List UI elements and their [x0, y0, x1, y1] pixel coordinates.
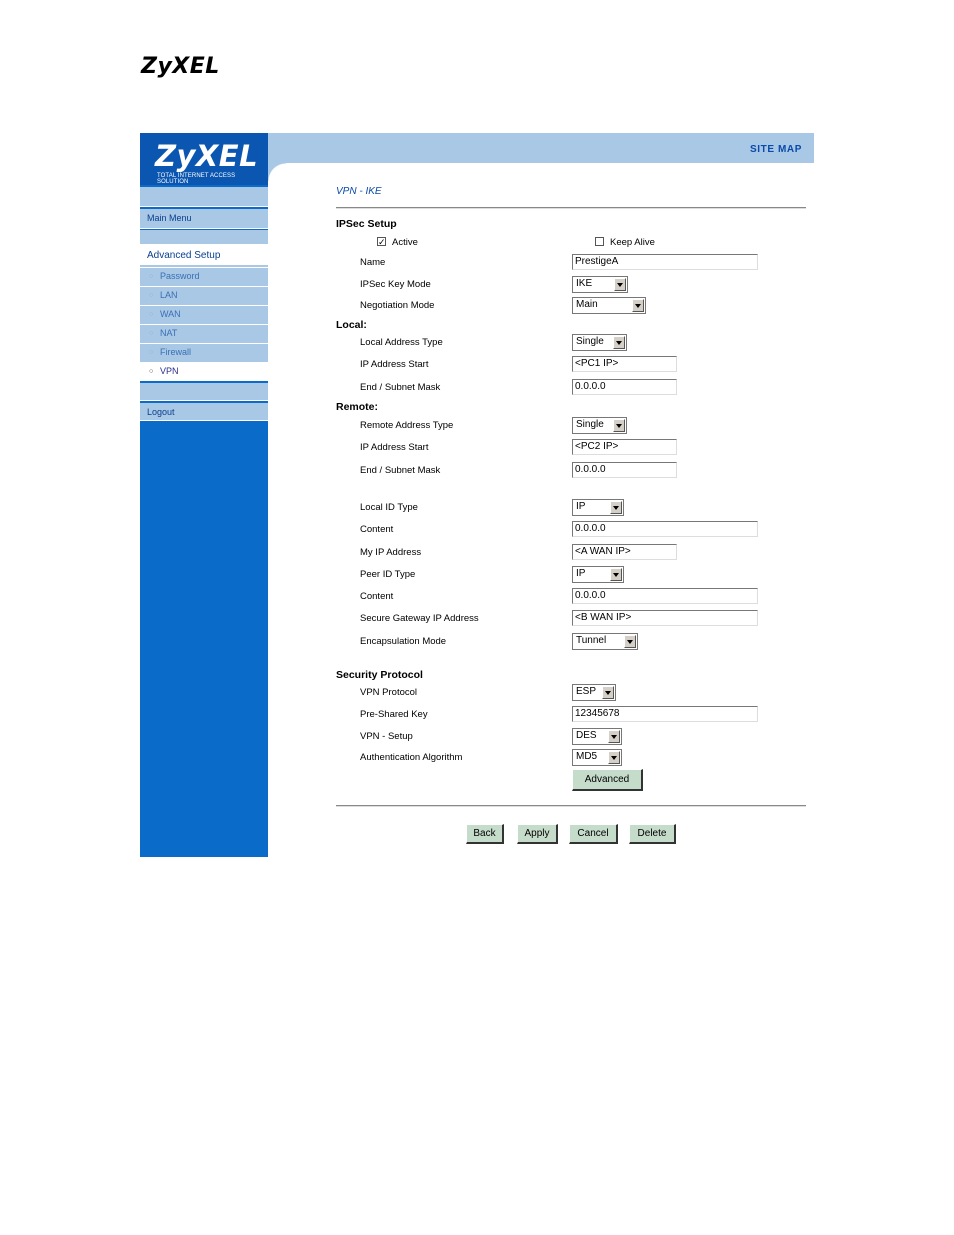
local-id-type-select[interactable] — [572, 499, 624, 516]
page-title: VPN - IKE — [336, 186, 382, 197]
local-end-mask-field[interactable]: 0.0.0.0 — [572, 379, 677, 395]
dropdown-arrow-icon — [608, 730, 620, 743]
encapsulation-mode-select[interactable] — [572, 633, 638, 650]
peer-id-type-value: IP — [576, 568, 586, 579]
active-label: Active — [392, 237, 418, 248]
vpn-protocol-value: ESP — [576, 686, 597, 697]
dropdown-arrow-icon — [610, 568, 622, 581]
sidebar-spacer — [140, 187, 268, 207]
dropdown-arrow-icon — [624, 635, 636, 648]
auth-algorithm-value: MD5 — [576, 751, 598, 762]
my-ip-label: My IP Address — [360, 547, 422, 558]
dropdown-arrow-icon — [610, 501, 622, 514]
negotiation-mode-label: Negotiation Mode — [360, 300, 435, 311]
auth-algorithm-label: Authentication Algorithm — [360, 752, 463, 763]
peer-id-type-label: Peer ID Type — [360, 569, 416, 580]
advanced-setup-label: Advanced Setup — [147, 250, 221, 261]
sidebar-item-label: NAT — [160, 328, 178, 338]
secure-gateway-label: Secure Gateway IP Address — [360, 613, 479, 624]
negotiation-mode-select[interactable] — [572, 297, 646, 314]
dropdown-arrow-icon — [613, 336, 625, 349]
remote-ip-start-label: IP Address Start — [360, 442, 429, 453]
auth-algorithm-select[interactable] — [572, 749, 622, 766]
radio-bullet-icon: ○ — [149, 349, 154, 356]
vpn-setup-value: DES — [576, 730, 597, 741]
pre-shared-key-field[interactable]: 12345678 — [572, 706, 758, 722]
name-field[interactable]: PrestigeA — [572, 254, 758, 270]
radio-bullet-icon: ○ — [149, 330, 154, 337]
site-map-link[interactable]: SITE MAP — [749, 144, 802, 155]
local-address-type-label: Local Address Type — [360, 337, 443, 348]
sidebar-logo — [140, 133, 268, 185]
dropdown-arrow-icon — [614, 278, 626, 291]
sidebar-item-label: Password — [160, 271, 200, 281]
dropdown-arrow-icon — [632, 299, 644, 312]
active-checkbox[interactable]: ✓ — [378, 237, 386, 247]
peer-content-field[interactable]: 0.0.0.0 — [572, 588, 758, 604]
local-id-type-value: IP — [576, 501, 586, 512]
top-banner — [268, 133, 814, 163]
sidebar-item-password[interactable] — [140, 267, 268, 286]
sidebar-brand: ZyXEL — [155, 139, 259, 173]
sidebar-spacer — [140, 230, 268, 245]
vpn-protocol-select[interactable] — [572, 684, 616, 701]
banner-curve — [268, 163, 286, 181]
dropdown-arrow-icon — [602, 686, 614, 699]
dropdown-arrow-icon — [613, 419, 625, 432]
remote-end-mask-label: End / Subnet Mask — [360, 465, 441, 476]
radio-bullet-icon: ○ — [149, 292, 154, 299]
local-address-type-select[interactable] — [572, 334, 627, 351]
security-protocol-heading: Security Protocol — [336, 669, 423, 681]
sidebar-item-logout[interactable] — [140, 403, 268, 421]
sidebar-item-nat[interactable] — [140, 324, 268, 343]
zyxel-logo: ZyXEL — [141, 54, 220, 79]
keep-alive-checkbox[interactable] — [595, 237, 604, 246]
remote-address-type-select[interactable] — [572, 417, 627, 434]
sidebar-item-main-menu[interactable] — [140, 209, 268, 229]
local-ip-start-field[interactable]: <PC1 IP> — [572, 356, 677, 372]
sidebar-item-label: VPN — [160, 366, 179, 376]
radio-bullet-icon: ○ — [149, 368, 154, 375]
peer-content-label: Content — [360, 591, 394, 602]
apply-button[interactable]: Apply — [517, 824, 558, 844]
sidebar-item-firewall[interactable] — [140, 343, 268, 362]
divider — [336, 207, 806, 209]
pre-shared-key-label: Pre-Shared Key — [360, 709, 428, 720]
router-web-ui — [140, 133, 814, 857]
sidebar-item-vpn[interactable] — [140, 362, 268, 381]
peer-id-type-select[interactable] — [572, 566, 624, 583]
divider — [336, 805, 806, 807]
keep-alive-label: Keep Alive — [610, 237, 655, 248]
sidebar-item-lan[interactable] — [140, 286, 268, 305]
sidebar-item-label: Firewall — [160, 347, 192, 357]
local-id-type-label: Local ID Type — [360, 502, 418, 513]
sidebar-item-label: LAN — [160, 290, 178, 300]
radio-bullet-icon: ○ — [149, 273, 154, 280]
my-ip-field[interactable]: <A WAN IP> — [572, 544, 677, 560]
sidebar-tagline: TOTAL INTERNET ACCESS SOLUTION — [157, 173, 236, 185]
vpn-setup-select[interactable] — [572, 728, 622, 745]
key-mode-select[interactable] — [572, 276, 628, 293]
encapsulation-mode-label: Encapsulation Mode — [360, 636, 447, 647]
remote-heading: Remote: — [336, 401, 379, 413]
cancel-button[interactable]: Cancel — [569, 824, 618, 844]
remote-address-type-label: Remote Address Type — [360, 420, 454, 431]
sidebar-spacer — [140, 383, 268, 401]
local-content-label: Content — [360, 524, 394, 535]
local-ip-start-label: IP Address Start — [360, 359, 429, 370]
key-mode-label: IPSec Key Mode — [360, 279, 431, 290]
remote-address-type-value: Single — [576, 419, 604, 430]
sidebar-item-wan[interactable] — [140, 305, 268, 324]
local-address-type-value: Single — [576, 336, 604, 347]
radio-bullet-icon: ○ — [149, 311, 154, 318]
local-end-mask-label: End / Subnet Mask — [360, 382, 441, 393]
main-menu-label: Main Menu — [147, 213, 192, 223]
key-mode-value: IKE — [576, 278, 593, 289]
secure-gateway-field[interactable]: <B WAN IP> — [572, 610, 758, 626]
logout-label: Logout — [147, 407, 175, 417]
sidebar-item-label: WAN — [160, 309, 181, 319]
negotiation-mode-value: Main — [576, 299, 598, 310]
name-label: Name — [360, 257, 386, 268]
back-button[interactable]: Back — [466, 824, 504, 844]
advanced-button[interactable]: Advanced — [572, 769, 643, 791]
sidebar — [140, 133, 268, 857]
local-heading: Local: — [336, 319, 367, 331]
ipsec-setup-heading: IPSec Setup — [336, 218, 397, 230]
delete-button[interactable]: Delete — [629, 824, 676, 844]
encapsulation-mode-value: Tunnel — [576, 635, 607, 646]
local-content-field[interactable]: 0.0.0.0 — [572, 521, 758, 537]
vpn-setup-label: VPN - Setup — [360, 731, 413, 742]
sidebar-advanced-setup[interactable] — [140, 245, 268, 267]
vpn-protocol-label: VPN Protocol — [360, 687, 418, 698]
remote-end-mask-field[interactable]: 0.0.0.0 — [572, 462, 677, 478]
remote-ip-start-field[interactable]: <PC2 IP> — [572, 439, 677, 455]
dropdown-arrow-icon — [608, 751, 620, 764]
